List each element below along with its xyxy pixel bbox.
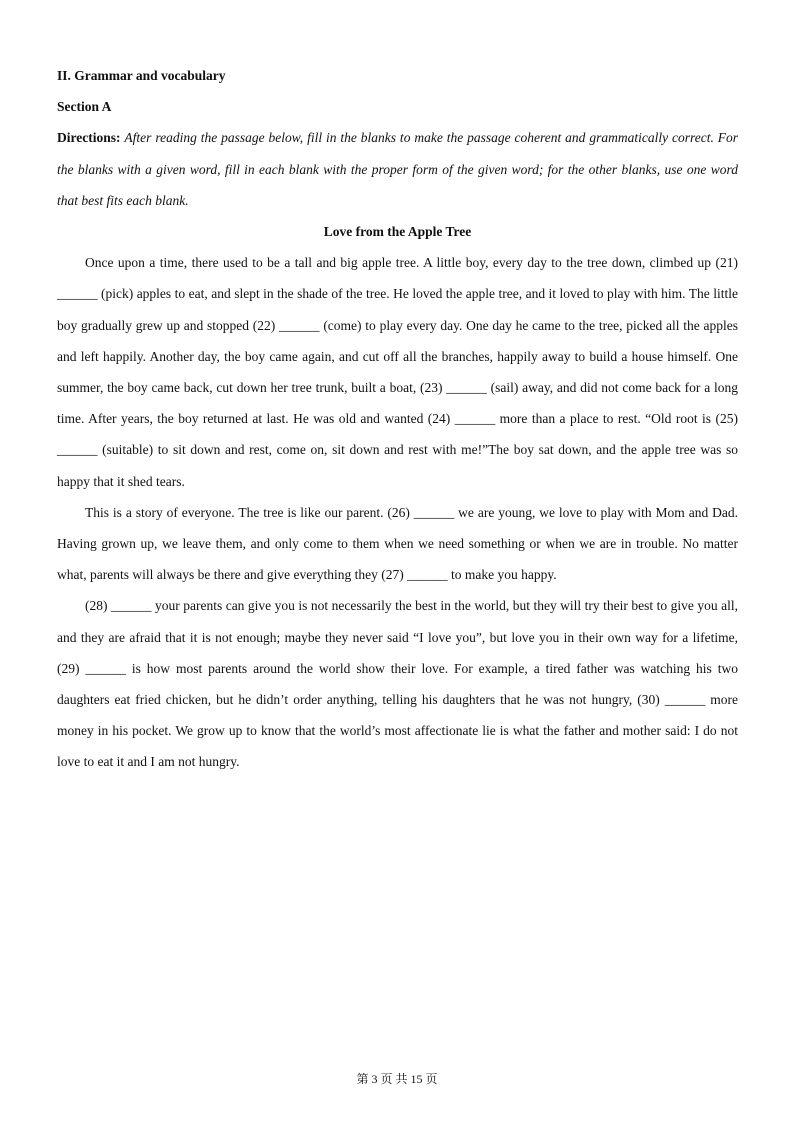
part-title: II. Grammar and vocabulary [57, 68, 226, 83]
passage-paragraph-3: (28) ______ your parents can give you is not necessarily the best in the world, but they will try their best to give you all, and they are afraid that it is not enough; maybe they never said “I love you”, but love you in their own way for a lifetime, (29) ______ is how most parents around the world show their love. For example, a tired father was watching his two daughters eat fried chicken, but he didn’t order anything, telling his daughters that he was not hungry, (30) ______ more money in his pocket. We grow up to know that the world’s most affectionate lie is what the father and mother said: I do not love to eat it and I am not hungry. [57, 598, 738, 770]
page-footer: 第 3 页 共 15 页 [356, 1072, 438, 1086]
directions-text: After reading the passage below, fill in the blanks to make the passage coherent and grammatically correct. For the blanks with a given word, fill in each blank with the proper form of the given word; for the other blanks, use one word that best fits each blank. [57, 130, 739, 208]
passage-paragraph-1: Once upon a time, there used to be a tall and big apple tree. A little boy, every day to the tree down, climbed up (21) ______ (pick) apples to eat, and slept in the shade of the tree. He loved the apple tree, and it loved to play with him. The little boy gradually grew up and stopped (22) ______ (come) to play every day. One day he came to the tree, picked all the apples and left happily. Another day, the boy came again, and cut off all the branches, happily away to build a house himself. One summer, the boy came back, cut down her tree trunk, built a boat, (23) ______ (sail) away, and did not come back for a long time. After years, the boy returned at last. He was old and wanted (24) ______ more than a place to rest. “Old root is (25) ______ (suitable) to sit down and rest, come on, sit down and rest with me!”The boy sat down, and the apple tree was so happy that it shed tears. [57, 255, 738, 489]
document-page [57, 60, 738, 778]
passage-paragraph-2: This is a story of everyone. The tree is like our parent. (26) ______ we are young, we love to play with Mom and Dad. Having grown up, we leave them, and only come to them when we need something or when we are in trouble. No matter what, parents will always be there and give everything they (27) ______ to make you happy. [57, 504, 738, 583]
passage-title: Love from the Apple Tree [323, 224, 472, 240]
directions-label: Directions: [57, 130, 121, 146]
directions [57, 122, 738, 216]
section-title: Section A [57, 99, 112, 115]
